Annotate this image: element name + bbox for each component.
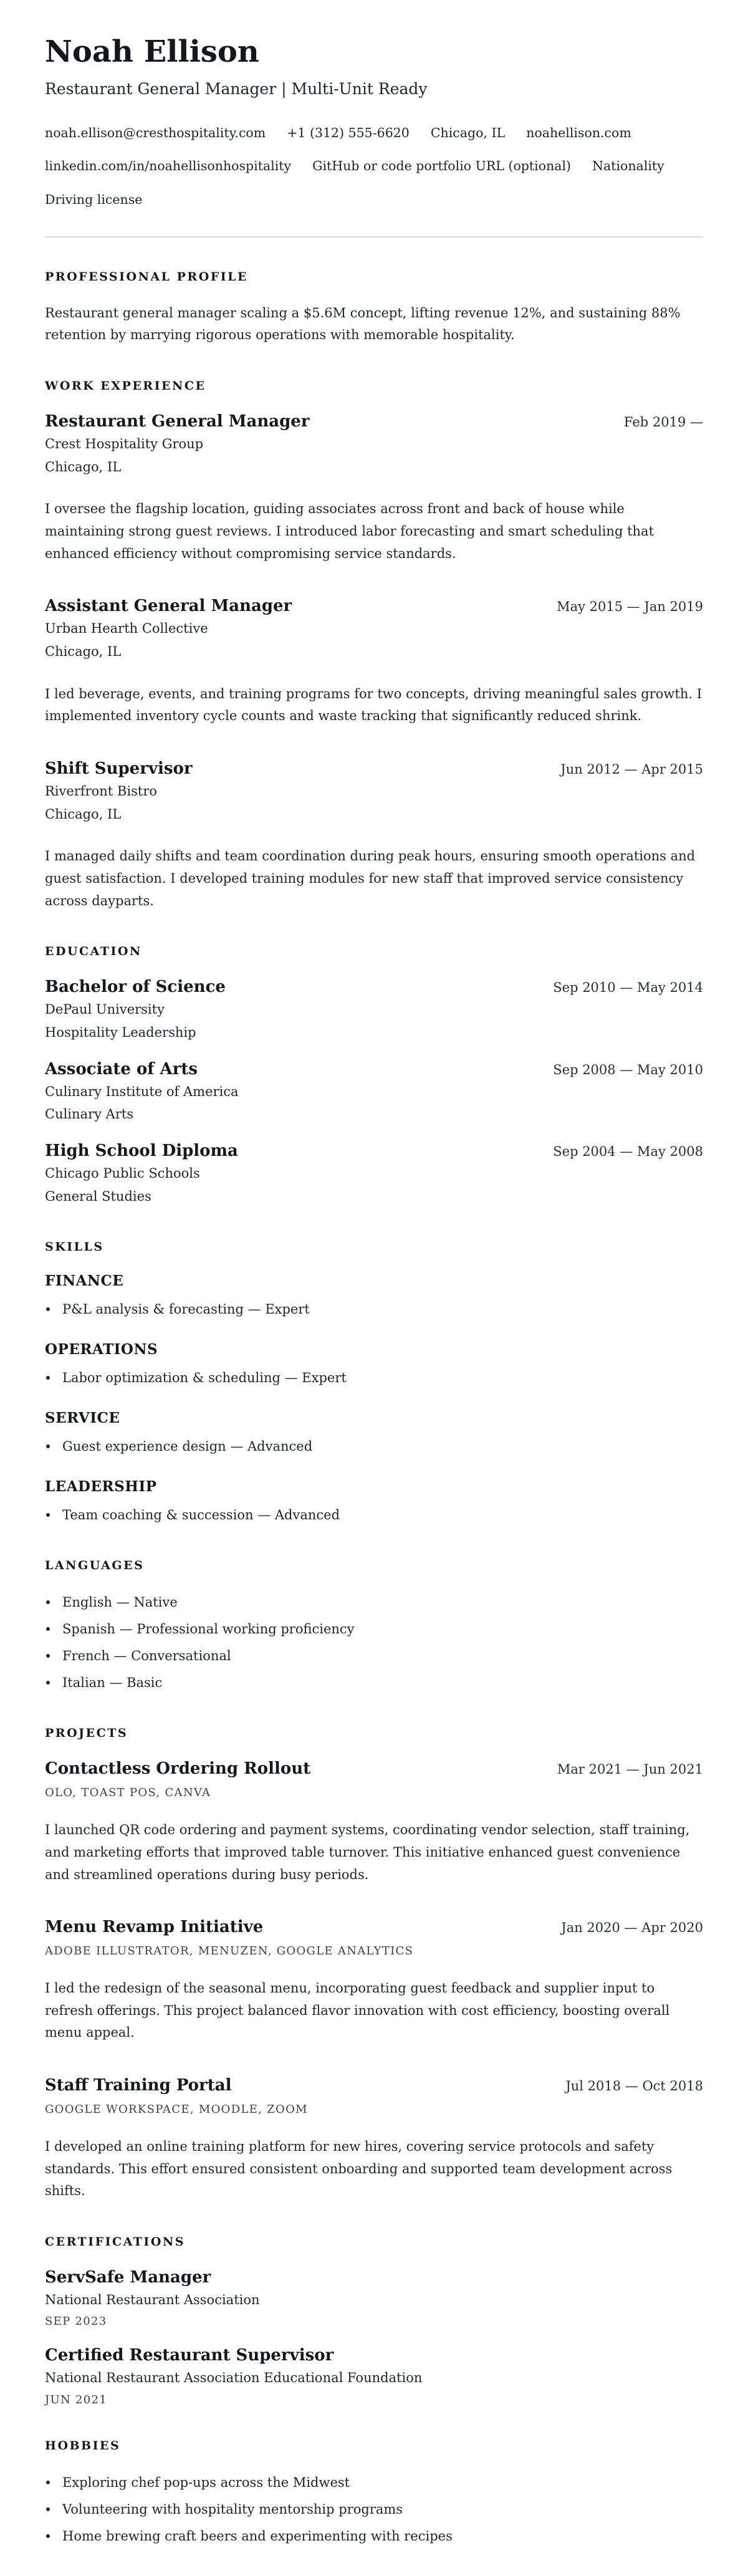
project-tools: GOOGLE WORKSPACE, MOODLE, ZOOM: [45, 2102, 308, 2116]
job-entry-head: [45, 759, 703, 780]
project-title: Menu Revamp Initiative: [45, 1918, 264, 1937]
language-item: English — Native: [45, 1591, 703, 1614]
certification-entry: [45, 2267, 703, 2328]
education-school: Chicago Public Schools: [45, 1165, 200, 1181]
education-entry: [45, 977, 703, 1044]
certification-title: ServSafe Manager: [45, 2267, 211, 2287]
project-entry: [45, 1759, 703, 1886]
project-dates: Jan 2020 — Apr 2020: [561, 1920, 703, 1936]
certification-date: JUN 2021: [45, 2393, 108, 2407]
contact-phone: +1 (312) 555-6620: [287, 125, 410, 140]
certification-issuer: National Restaurant Association Educational Foundation: [45, 2370, 423, 2386]
education-entry: [45, 1141, 703, 1208]
job-entry: [45, 596, 703, 728]
skill-group-name: FINANCE: [45, 1272, 124, 1290]
language-item: Spanish — Professional working proficiency: [45, 1618, 703, 1641]
education-school: DePaul University: [45, 1002, 165, 1017]
section-heading-certifications: CERTIFICATIONS: [45, 2234, 185, 2249]
education-field: Culinary Arts: [45, 1107, 134, 1122]
certification-entry: [45, 2345, 703, 2406]
project-tools: OLO, TOAST POS, CANVA: [45, 1786, 211, 1800]
project-description: I launched QR code ordering and payment systems, coordinating vendor selection, staff training, and marketing efforts that improved table turnover. This initiative enhanced guest convenience and streamlined operations during busy periods.: [45, 1822, 690, 1882]
project-entry-head: [45, 2075, 703, 2097]
job-title: Shift Supervisor: [45, 759, 193, 779]
project-entry: [45, 2075, 703, 2203]
skill-group-name: LEADERSHIP: [45, 1478, 157, 1495]
section-heading-work: WORK EXPERIENCE: [45, 379, 206, 393]
skill-item: Team coaching & succession — Advanced: [45, 1504, 703, 1527]
section-heading-projects: PROJECTS: [45, 1726, 128, 1741]
section-hobbies: [45, 2439, 703, 2547]
hobby-list: [45, 2471, 703, 2547]
job-location: Chicago, IL: [45, 806, 122, 822]
project-entry-head: [45, 1917, 703, 1938]
skill-list: [45, 1435, 703, 1458]
job-description: I led beverage, events, and training programs for two concepts, driving meaningful sales growth. I implemented inventory cycle counts and waste tracking that significantly reduced shrink.: [45, 686, 702, 724]
job-location: Chicago, IL: [45, 459, 122, 474]
job-description: I managed daily shifts and team coordination during peak hours, ensuring smooth operations and guest satisfaction. I developed training modules for new staff that improved service consistency across dayparts.: [45, 848, 696, 908]
job-entry-head: [45, 411, 703, 433]
section-heading-profile: PROFESSIONAL PROFILE: [45, 269, 248, 284]
section-heading-hobbies: HOBBIES: [45, 2439, 121, 2453]
project-entry-head: [45, 1759, 703, 1780]
certification-title: Certified Restaurant Supervisor: [45, 2346, 334, 2365]
contact-github-placeholder: GitHub or code portfolio URL (optional): [312, 158, 572, 174]
skill-item: Labor optimization & scheduling — Expert: [45, 1367, 703, 1390]
skill-group-name: OPERATIONS: [45, 1341, 158, 1358]
contact-nationality-placeholder: Nationality: [592, 158, 664, 174]
education-degree: Bachelor of Science: [45, 978, 226, 997]
education-degree: Associate of Arts: [45, 1059, 198, 1079]
job-company: Urban Hearth Collective: [45, 621, 208, 637]
education-dates: Sep 2004 — May 2008: [553, 1144, 703, 1160]
project-dates: Mar 2021 — Jun 2021: [557, 1762, 703, 1777]
section-skills: [45, 1240, 703, 1526]
section-work-experience: [45, 379, 703, 912]
language-item: French — Conversational: [45, 1645, 703, 1668]
contact-website: noahellison.com: [526, 125, 631, 140]
job-dates: Feb 2019 —: [623, 415, 703, 430]
profile-summary: Restaurant general manager scaling a $5.6M concept, lifting revenue 12%, and sustaining 88% retention by marrying rigorous operations with memorable hospitality.: [45, 305, 681, 343]
project-description: I led the redesign of the seasonal menu, incorporating guest feedback and supplier input to refresh offerings. This project balanced flavor innovation with cost efficiency, boosting overall menu appeal.: [45, 1981, 670, 2040]
job-company: Riverfront Bistro: [45, 783, 157, 799]
skill-item: P&L analysis & forecasting — Expert: [45, 1298, 703, 1321]
project-title: Contactless Ordering Rollout: [45, 1759, 311, 1779]
certification-issuer: National Restaurant Association: [45, 2292, 260, 2307]
education-entry-head: [45, 1141, 703, 1162]
certification-date: SEP 2023: [45, 2315, 107, 2328]
job-dates: Jun 2012 — Apr 2015: [560, 762, 703, 777]
hobby-item: Volunteering with hospitality mentorship programs: [45, 2498, 703, 2521]
job-location: Chicago, IL: [45, 643, 122, 659]
job-description: I oversee the flagship location, guiding associates across front and back of house while maintaining strong guest reviews. I introduced labor forecasting and smart scheduling that enhanced efficiency without compromising service standards.: [45, 501, 654, 561]
education-entry-head: [45, 1059, 703, 1080]
section-certifications: [45, 2235, 703, 2406]
section-professional-profile: [45, 270, 703, 347]
project-dates: Jul 2018 — Oct 2018: [565, 2079, 703, 2094]
skill-group: [45, 1410, 703, 1458]
job-entry: [45, 411, 703, 565]
resume-header: [45, 35, 703, 238]
skill-group: [45, 1272, 703, 1321]
language-list: [45, 1591, 703, 1694]
section-languages: [45, 1559, 703, 1694]
skill-group: [45, 1341, 703, 1390]
skill-list: [45, 1298, 703, 1321]
education-entry-head: [45, 977, 703, 998]
skill-list: [45, 1367, 703, 1390]
header-divider: [45, 236, 703, 238]
section-education: [45, 944, 703, 1208]
job-dates: May 2015 — Jan 2019: [557, 599, 703, 615]
section-heading-languages: LANGUAGES: [45, 1559, 145, 1573]
education-field: General Studies: [45, 1188, 151, 1204]
person-title: Restaurant General Manager | Multi-Unit Ready: [45, 80, 428, 99]
skill-group-name: SERVICE: [45, 1409, 120, 1426]
project-entry: [45, 1917, 703, 2044]
person-name: Noah Ellison: [45, 34, 259, 69]
section-heading-education: EDUCATION: [45, 944, 142, 959]
project-title: Staff Training Portal: [45, 2076, 232, 2095]
skill-list: [45, 1504, 703, 1527]
hobby-item: Home brewing craft beers and experimenting with recipes: [45, 2525, 703, 2548]
skill-group: [45, 1478, 703, 1527]
contact-info: [45, 125, 703, 209]
education-field: Hospitality Leadership: [45, 1025, 196, 1040]
education-dates: Sep 2008 — May 2010: [553, 1062, 703, 1077]
skill-item: Guest experience design — Advanced: [45, 1435, 703, 1458]
job-entry: [45, 759, 703, 912]
job-entry-head: [45, 596, 703, 617]
contact-location: Chicago, IL: [430, 125, 506, 140]
education-degree: High School Diploma: [45, 1141, 238, 1161]
education-school: Culinary Institute of America: [45, 1084, 239, 1099]
project-tools: ADOBE ILLUSTRATOR, MENUZEN, GOOGLE ANALYTICS: [45, 1944, 414, 1958]
job-company: Crest Hospitality Group: [45, 436, 204, 451]
education-dates: Sep 2010 — May 2014: [553, 980, 703, 996]
section-heading-skills: SKILLS: [45, 1240, 104, 1254]
contact-email: noah.ellison@cresthospitality.com: [45, 125, 266, 140]
language-item: Italian — Basic: [45, 1671, 703, 1694]
section-projects: [45, 1726, 703, 2203]
contact-driving-license-placeholder: Driving license: [45, 192, 143, 208]
education-entry: [45, 1059, 703, 1126]
contact-linkedin: linkedin.com/in/noahellisonhospitality: [45, 158, 292, 174]
project-description: I developed an online training platform for new hires, covering service protocols and safety standards. This effort ensured consistent onboarding and supported team development across shifts.: [45, 2138, 673, 2199]
hobby-item: Exploring chef pop-ups across the Midwest: [45, 2471, 703, 2494]
job-title: Restaurant General Manager: [45, 412, 310, 431]
job-title: Assistant General Manager: [45, 597, 292, 616]
